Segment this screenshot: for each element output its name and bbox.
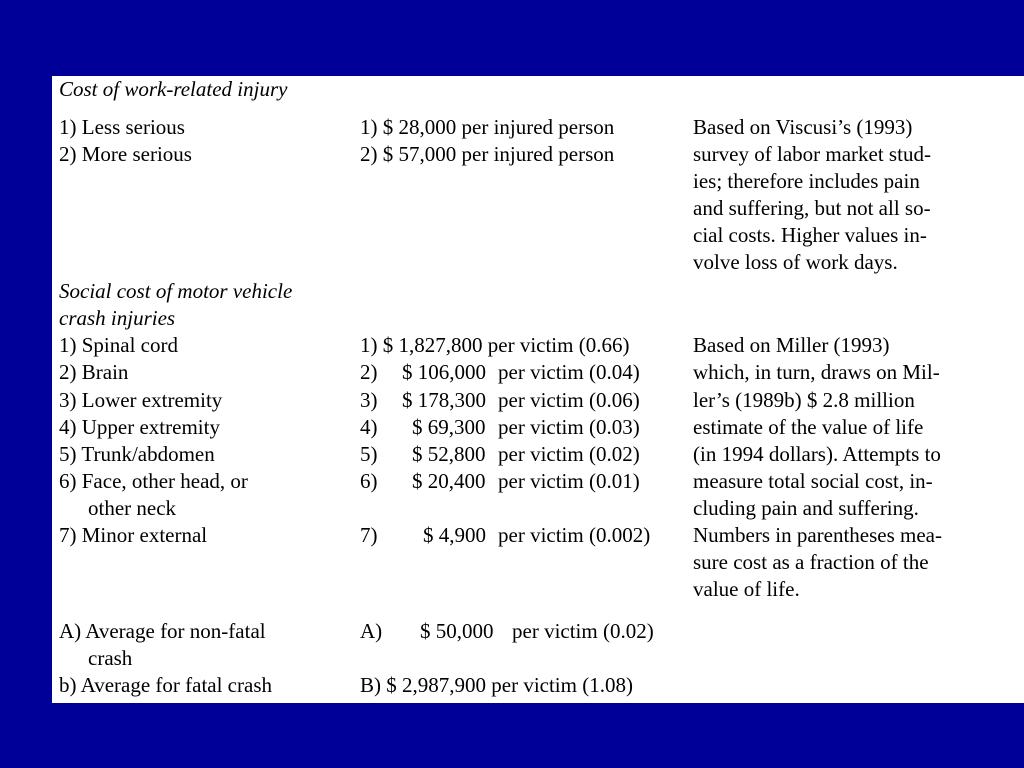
- average-cost-row: A) $ 50,000 per victim (0.02): [360, 619, 654, 643]
- note-line: ler’s (1989b) $ 2.8 million: [693, 388, 915, 412]
- average-label-continued: crash: [88, 646, 133, 670]
- work-injury-cost: 1) $ 28,000 per injured person: [360, 115, 615, 139]
- section-heading-motor-vehicle: crash injuries: [59, 306, 176, 330]
- average-cost-row: B) $ 2,987,900 per victim (1.08): [360, 673, 633, 697]
- injury-cost-row: 7) $ 4,900 per victim (0.002): [360, 523, 651, 547]
- injury-cost-row: 4) $ 69,300 per victim (0.03): [360, 415, 640, 439]
- injury-cost-row: 3) $ 178,300 per victim (0.06): [360, 388, 640, 412]
- injury-type-label: 1) Spinal cord: [59, 333, 178, 357]
- note-line: which, in turn, draws on Mil-: [693, 360, 940, 384]
- work-injury-label: 2) More serious: [59, 142, 192, 166]
- injury-type-label: 7) Minor external: [59, 523, 208, 547]
- note-line: value of life.: [693, 577, 800, 601]
- note-line: estimate of the value of life: [693, 415, 924, 439]
- note-line: (in 1994 dollars). Attempts to: [693, 442, 941, 466]
- note-line: volve loss of work days.: [693, 250, 898, 274]
- injury-cost-row: 2) $ 106,000 per victim (0.04): [360, 360, 640, 384]
- injury-type-label-continued: other neck: [88, 496, 177, 520]
- note-line: measure total social cost, in-: [693, 469, 933, 493]
- injury-type-label: 5) Trunk/abdomen: [59, 442, 215, 466]
- note-line: and suffering, but not all so-: [693, 196, 931, 220]
- note-line: ies; therefore includes pain: [693, 169, 920, 193]
- note-line: sure cost as a fraction of the: [693, 550, 929, 574]
- work-injury-label: 1) Less serious: [59, 115, 185, 139]
- injury-cost-row: 1) $ 1,827,800 per victim (0.66): [360, 333, 630, 357]
- injury-type-label: 4) Upper extremity: [59, 415, 220, 439]
- section-heading-work-injury: Cost of work-related injury: [59, 77, 288, 101]
- note-line: Based on Miller (1993): [693, 333, 890, 357]
- note-line: Based on Viscusi’s (1993): [693, 115, 913, 139]
- injury-type-label: 3) Lower extremity: [59, 388, 223, 412]
- section-heading-motor-vehicle: Social cost of motor vehicle: [59, 279, 293, 303]
- injury-cost-row: 6) $ 20,400 per victim (0.01): [360, 469, 640, 493]
- average-label: A) Average for non-fatal: [59, 619, 266, 643]
- note-line: cial costs. Higher values in-: [693, 223, 927, 247]
- injury-type-label: 6) Face, other head, or: [59, 469, 248, 493]
- injury-type-label: 2) Brain: [59, 360, 129, 384]
- work-injury-cost: 2) $ 57,000 per injured person: [360, 142, 615, 166]
- note-line: Numbers in parentheses mea-: [693, 523, 942, 547]
- average-label: b) Average for fatal crash: [59, 673, 272, 697]
- cost-table-panel: [52, 76, 1024, 703]
- note-line: survey of labor market stud-: [693, 142, 931, 166]
- injury-cost-row: 5) $ 52,800 per victim (0.02): [360, 442, 640, 466]
- note-line: cluding pain and suffering.: [693, 496, 919, 520]
